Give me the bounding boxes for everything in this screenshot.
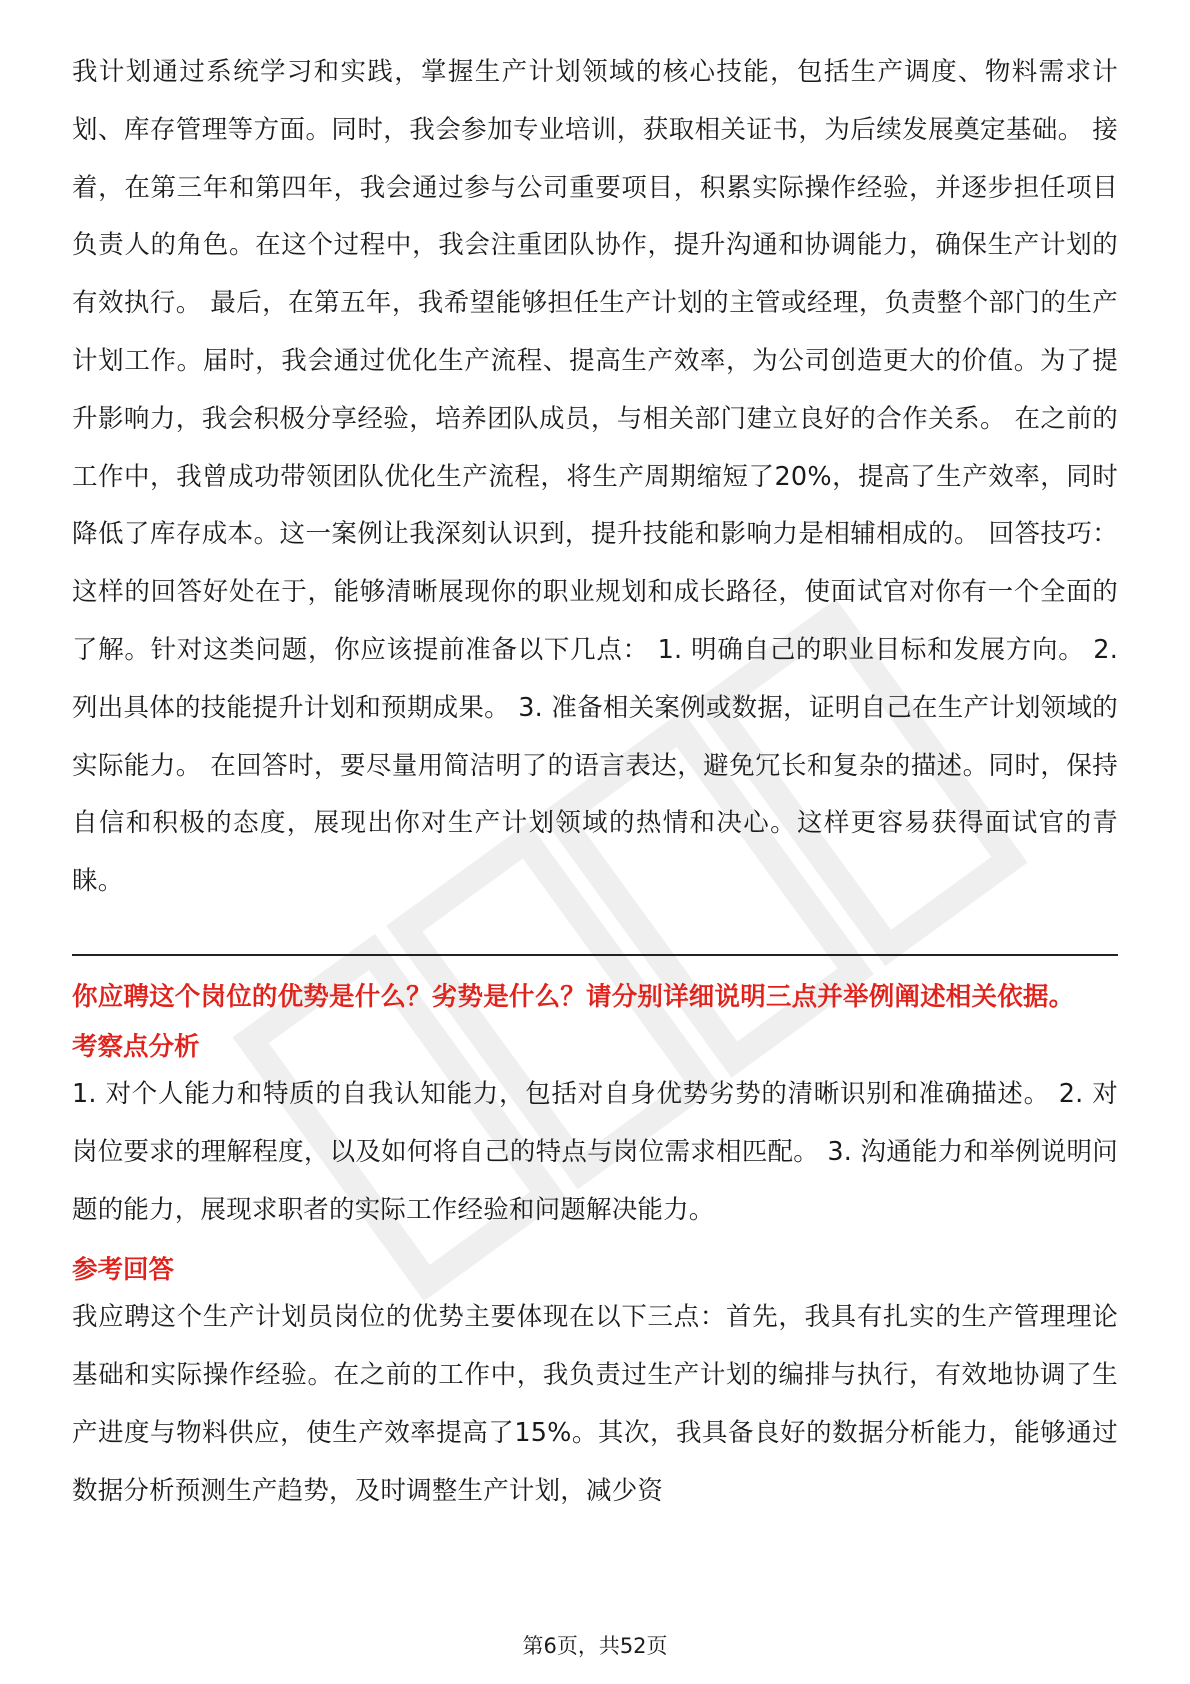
interview-question: 你应聘这个岗位的优势是什么？劣势是什么？请分别详细说明三点并举例阐述相关依据。: [72, 981, 1075, 1012]
analysis-heading: 考察点分析: [72, 1031, 200, 1062]
section-divider: [72, 954, 1118, 956]
answer-heading: 参考回答: [72, 1255, 175, 1286]
intro-paragraph: 我计划通过系统学习和实践，掌握生产计划领域的核心技能，包括生产调度、物料需求计划、库存管理等方面。同时，我会参加专业培训，获取相关证书，为后续发展奠定基础。 接着，在第三年和第四年，我会通过参与公司重要项目，积累实际操作经验，并逐步担任项目负责人的角色。在这个过程中，我会注重团队协作，提升沟通和协调能力，确保生产计划的有效执行。 最后，在第五年，我希望能够担任生产计划的主管或经理，负责整个部门的生产计划工作。届时，我会通过优化生产流程、提高生产效率，为公司创造更大的价值。为了提升影响力，我会积极分享经验，培养团队成员，与相关部门建立良好的合作关系。 在之前的工作中，我曾成功带领团队优化生产流程，将生产周期缩短了20%，提高了生产效率，同时降低了库存成本。这一案例让我深刻认识到，提升技能和影响力是相辅相成的。 回答技巧：这样的回答好处在于，能够清晰展现你的职业规划和成长路径，使面试官对你有一个全面的了解。针对这类问题，你应该提前准备以下几点： 1. 明确自己的职业目标和发展方向。 2. 列出具体的技能提升计划和预期成果。 3. 准备相关案例或数据，证明自己在生产计划领域的实际能力。 在回答时，要尽量用简洁明了的语言表达，避免冗长和复杂的描述。同时，保持自信和积极的态度，展现出你对生产计划领域的热情和决心。这样更容易获得面试官的青睐。: [72, 57, 1118, 897]
answer-text: 我应聘这个生产计划员岗位的优势主要体现在以下三点：首先，我具有扎实的生产管理理论基础和实际操作经验。在之前的工作中，我负责过生产计划的编排与执行，有效地协调了生产进度与物料供应，使生产效率提高了15%。其次，我具备良好的数据分析能力，能够通过数据分析预测生产趋势，及时调整生产计划，减少资: [72, 1302, 1118, 1506]
page-footer: 第6页，共52页: [522, 1634, 668, 1658]
document-page: [72, 44, 1118, 1521]
analysis-text: 1. 对个人能力和特质的自我认知能力，包括对自身优势劣势的清晰识别和准确描述。 2. 对岗位要求的理解程度，以及如何将自己的特点与岗位需求相匹配。 3. 沟通能力和举例说明问题的能力，展现求职者的实际工作经验和问题解决能力。: [72, 1078, 1118, 1225]
